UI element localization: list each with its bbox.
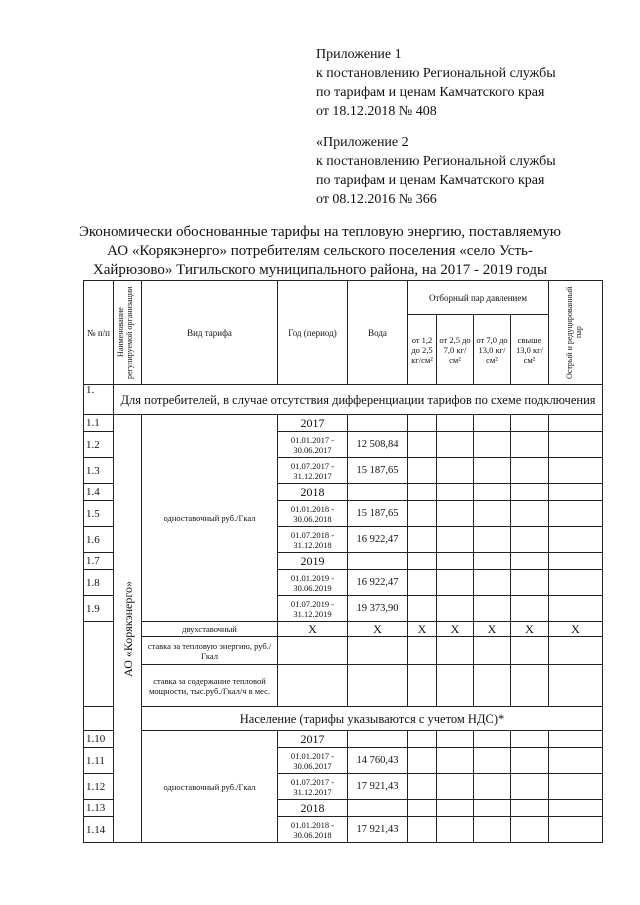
value-cell: 12 508,84	[348, 432, 408, 458]
row-num: 1.10	[84, 731, 114, 748]
header-org: Наименование регулируемой организации	[114, 281, 142, 385]
document-title	[20, 223, 620, 280]
header-steam-group: Отборный пар давлением	[408, 281, 549, 315]
period-cell: 01.07.2018 - 31.12.2018	[278, 527, 348, 553]
period-cell: 2017	[278, 415, 348, 432]
row-num: 1.1	[84, 415, 114, 432]
row-num: 1.6	[84, 527, 114, 553]
header-sharp-steam: Острый и редуцированный пар	[549, 281, 603, 385]
row-num: 1.4	[84, 484, 114, 501]
empty-num-cell	[84, 622, 114, 707]
x-cell: X	[348, 622, 408, 637]
row-num: 1.12	[84, 774, 114, 800]
value-cell: 16 922,47	[348, 527, 408, 553]
x-cell: X	[278, 622, 348, 637]
rate-power-label: ставка за содержание тепловой мощности, тыс.руб./Гкал/ч в мес.	[142, 665, 278, 707]
x-cell: X	[549, 622, 603, 637]
x-cell: X	[511, 622, 549, 637]
x-cell: X	[408, 622, 437, 637]
period-cell: 01.01.2017 - 30.06.2017	[278, 432, 348, 458]
period-cell: 01.07.2017 - 31.12.2017	[278, 458, 348, 484]
row-num: 1.7	[84, 553, 114, 570]
section-1-text: Для потребителей, в случае отсутствия дифференциации тарифов по схеме подключения	[114, 385, 603, 415]
value-cell	[348, 800, 408, 817]
value-cell: 14 760,43	[348, 748, 408, 774]
single-rate-label-population: одноставочный руб./Гкал	[142, 731, 278, 843]
appendix-1-block	[316, 45, 556, 121]
header-p3: от 7,0 до 13,0 кг/см²	[474, 315, 511, 385]
appendix-2-block	[316, 133, 556, 209]
value-cell: 15 187,65	[348, 458, 408, 484]
period-cell: 2018	[278, 800, 348, 817]
section-1-num: 1.	[84, 385, 114, 415]
value-cell: 17 921,43	[348, 774, 408, 800]
period-cell: 01.07.2019 - 31.12.2019	[278, 596, 348, 622]
period-cell: 01.07.2017 - 31.12.2017	[278, 774, 348, 800]
period-cell: 2018	[278, 484, 348, 501]
period-cell: 2017	[278, 731, 348, 748]
appendix-2-line2: по тарифам и ценам Камчатского края	[316, 173, 545, 188]
row-num: 1.5	[84, 501, 114, 527]
value-cell	[348, 415, 408, 432]
period-cell: 01.01.2017 - 30.06.2017	[278, 748, 348, 774]
appendix-2-line1: к постановлению Региональной службы	[316, 154, 556, 169]
appendix-2-title: «Приложение 2	[316, 135, 409, 150]
appendix-1-line3: от 18.12.2018 № 408	[316, 104, 437, 119]
title-line-1: Экономически обоснованные тарифы на тепловую энергию, поставляемую	[78, 224, 561, 240]
row-num: 1.2	[84, 432, 114, 458]
value-cell	[348, 553, 408, 570]
header-p2: от 2,5 до 7,0 кг/см²	[437, 315, 474, 385]
value-cell: 19 373,90	[348, 596, 408, 622]
header-water: Вода	[348, 281, 408, 385]
org-cell: АО «Корякэнерго»	[114, 415, 142, 843]
header-type: Вид тарифа	[142, 281, 278, 385]
rate-heat-label: ставка за тепловую энергию, руб./Гкал	[142, 637, 278, 665]
row-num: 1.8	[84, 570, 114, 596]
value-cell	[348, 731, 408, 748]
title-line-3: Хайрюзово» Тигильского муниципального района, на 2017 - 2019 годы	[92, 262, 548, 278]
header-year: Год (период)	[278, 281, 348, 385]
row-num: 1.9	[84, 596, 114, 622]
period-cell: 01.01.2019 - 30.06.2019	[278, 570, 348, 596]
single-rate-label: одноставочный руб./Гкал	[142, 415, 278, 622]
row-num: 1.13	[84, 800, 114, 817]
value-cell: 15 187,65	[348, 501, 408, 527]
value-cell: 17 921,43	[348, 817, 408, 843]
two-rate-label: двухставочный	[142, 622, 278, 637]
x-cell: X	[474, 622, 511, 637]
appendix-2-line3: от 08.12.2016 № 366	[316, 192, 437, 207]
value-cell: 16 922,47	[348, 570, 408, 596]
appendix-1-line2: по тарифам и ценам Камчатского края	[316, 85, 545, 100]
period-cell: 01.01.2018 - 30.06.2018	[278, 501, 348, 527]
empty-num-cell	[84, 707, 114, 731]
value-cell	[348, 484, 408, 501]
period-cell: 2019	[278, 553, 348, 570]
population-text: Население (тарифы указываются с учетом НДС)*	[142, 707, 603, 731]
row-num: 1.14	[84, 817, 114, 843]
period-cell: 01.01.2018 - 30.06.2018	[278, 817, 348, 843]
header-num: № п/п	[84, 281, 114, 385]
header-p4: свыше 13,0 кг/см²	[511, 315, 549, 385]
title-line-2: АО «Корякэнерго» потребителям сельского поселения «село Усть-	[107, 243, 533, 259]
appendix-1-line1: к постановлению Региональной службы	[316, 66, 556, 81]
tariff-table	[83, 280, 603, 843]
appendix-1-title: Приложение 1	[316, 47, 402, 62]
header-p1: от 1,2 до 2,5 кг/см²	[408, 315, 437, 385]
x-cell: X	[437, 622, 474, 637]
row-num: 1.11	[84, 748, 114, 774]
row-num: 1.3	[84, 458, 114, 484]
